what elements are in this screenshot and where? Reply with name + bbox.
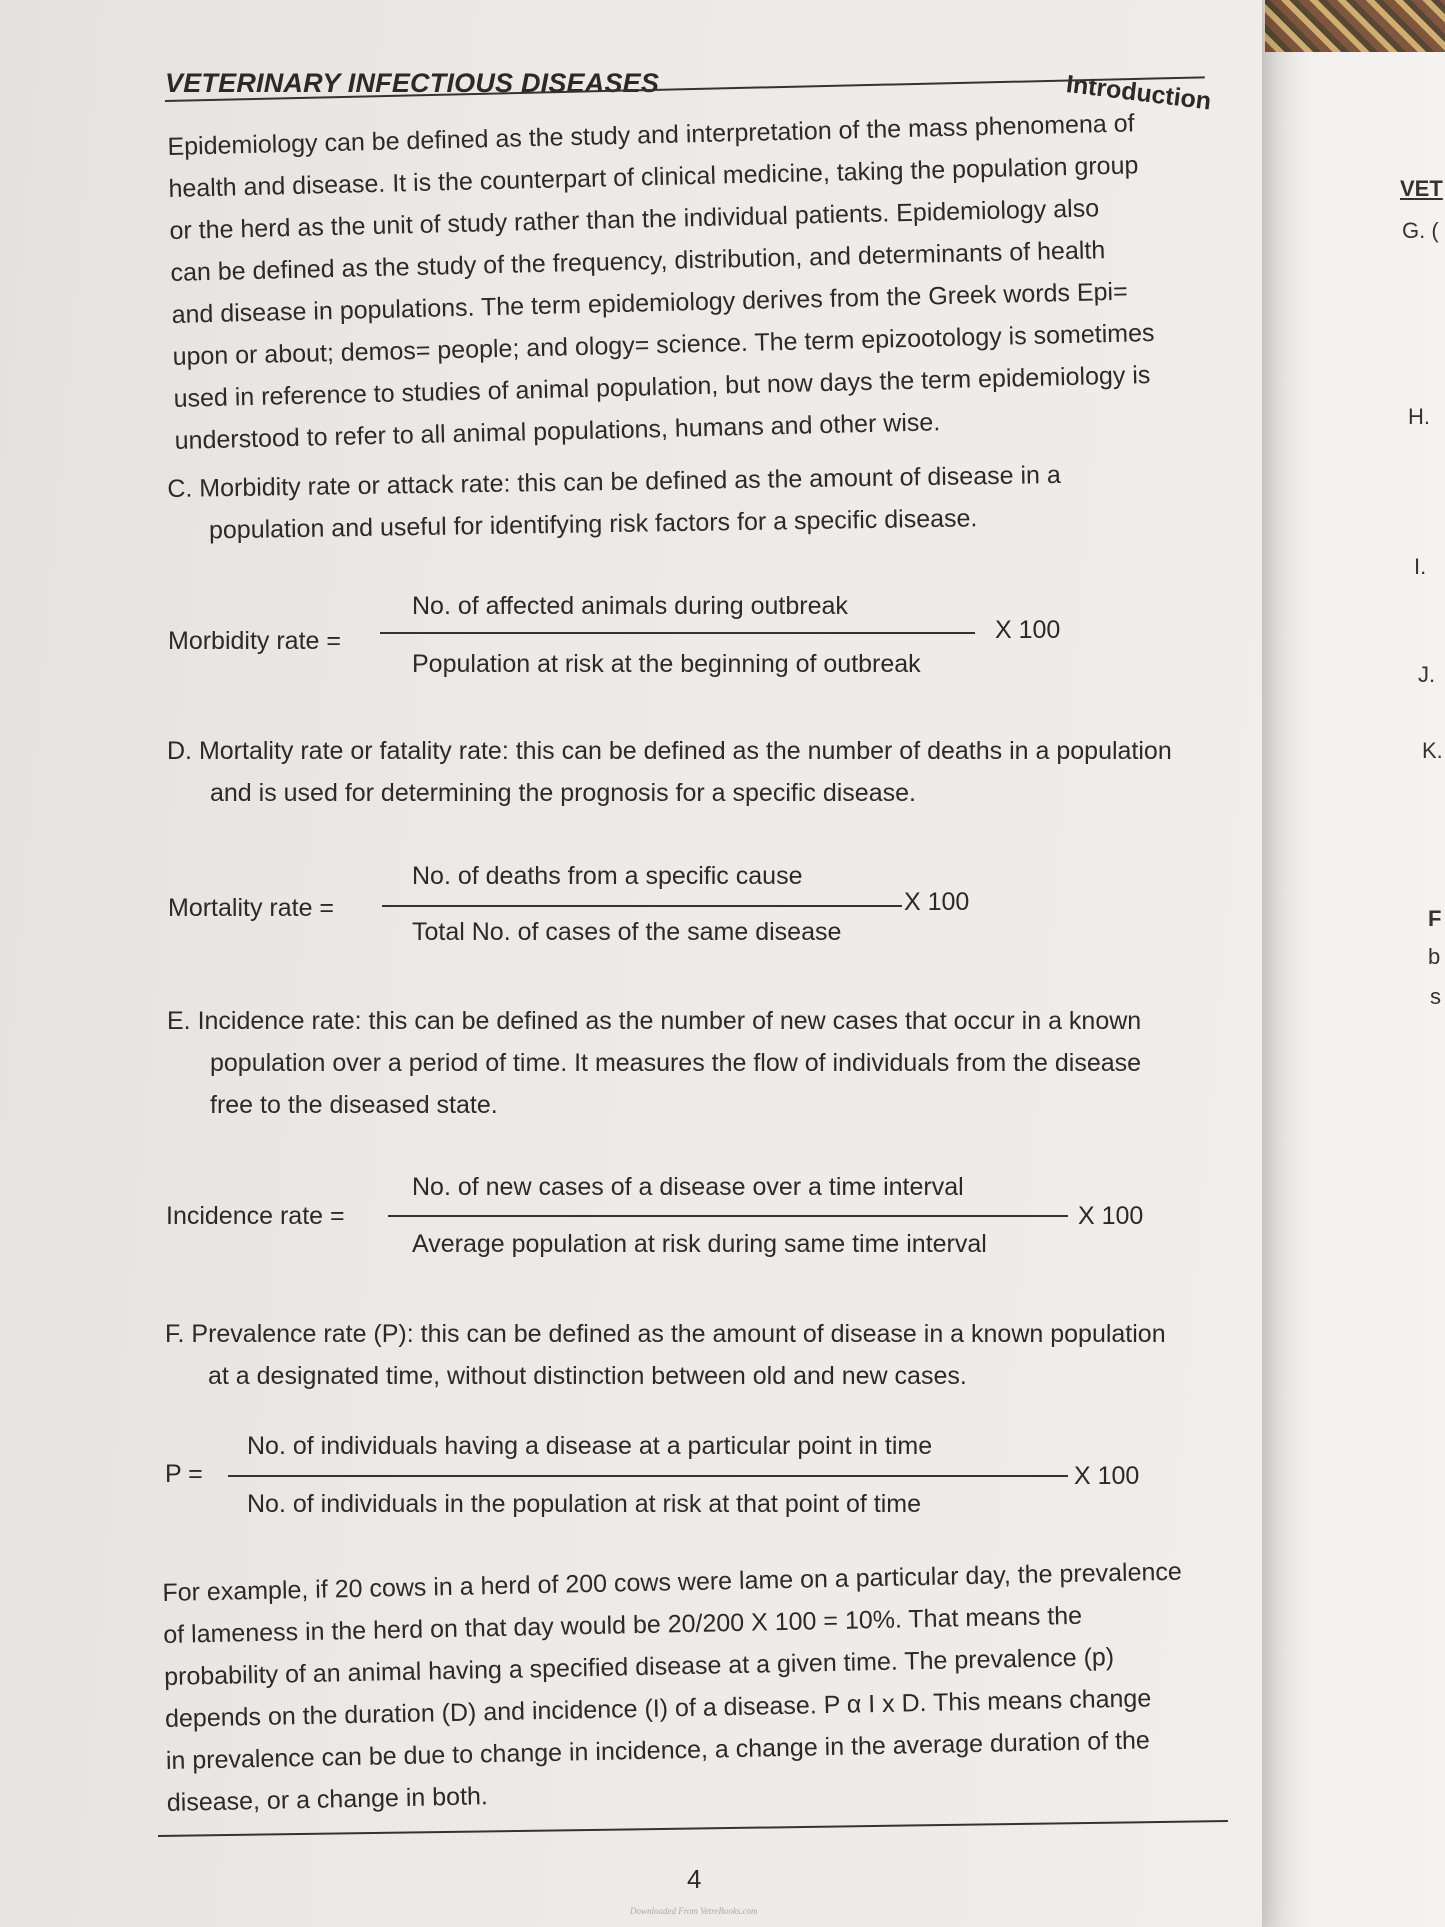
- text-line: upon or about; demos= people; and ology= science. The term epizootology is sometimes: [172, 318, 1155, 371]
- watermark-text: Downloaded From VetreBooks.com: [630, 1906, 758, 1916]
- text-line: D. Mortality rate or fatality rate: this can be defined as the number of deaths in a population: [167, 737, 1172, 765]
- fraction-bar: [382, 905, 902, 907]
- text-line: used in reference to studies of animal population, but now days the term epidemiology is: [173, 361, 1151, 413]
- page-number: 4: [687, 1864, 702, 1894]
- example-paragraph: [162, 1551, 1187, 1824]
- formula-denominator: Average population at risk during same time interval: [412, 1230, 987, 1258]
- formula-label: Morbidity rate =: [168, 627, 341, 655]
- formula-multiplier: X 100: [904, 888, 970, 916]
- formula-denominator: Total No. of cases of the same disease: [412, 918, 842, 946]
- text-line: of lameness in the herd on that day would be 20/200 X 100 = 10%. That means the: [163, 1601, 1083, 1649]
- formula-denominator: No. of individuals in the population at risk at that point of time: [247, 1490, 921, 1518]
- formula-numerator: No. of individuals having a disease at a particular point in time: [247, 1432, 933, 1460]
- next-page-marker: s: [1430, 984, 1441, 1009]
- formula-multiplier: X 100: [1078, 1202, 1144, 1230]
- next-page: [1262, 0, 1445, 1927]
- item-c-morbidity: [167, 454, 1062, 552]
- formula-multiplier: X 100: [995, 616, 1061, 644]
- next-page-marker: I.: [1414, 554, 1427, 579]
- item-e-incidence: [167, 1000, 1141, 1126]
- next-page-header: VET: [1400, 176, 1443, 201]
- formula-numerator: No. of new cases of a disease over a time interval: [412, 1173, 964, 1201]
- formula-numerator: No. of affected animals during outbreak: [412, 592, 848, 620]
- background-carpet: [1265, 0, 1445, 52]
- next-page-marker: J.: [1418, 662, 1436, 687]
- text-line: F. Prevalence rate (P): this can be defined as the amount of disease in a known population: [165, 1320, 1166, 1348]
- fraction-bar: [228, 1475, 1068, 1477]
- next-page-marker: F: [1428, 906, 1442, 931]
- next-page-marker: K.: [1422, 738, 1443, 763]
- item-f-prevalence: [165, 1313, 1166, 1397]
- text-line: health and disease. It is the counterpart of clinical medicine, taking the population group: [168, 151, 1139, 203]
- text-line: in prevalence can be due to change in incidence, a change in the average duration of the: [165, 1726, 1151, 1775]
- text-line: population over a period of time. It measures the flow of individuals from the disease: [210, 1049, 1142, 1077]
- text-line: For example, if 20 cows in a herd of 200 cows were lame on a particular day, the prevalence: [162, 1557, 1183, 1607]
- formula-numerator: No. of deaths from a specific cause: [412, 862, 803, 890]
- text-line: population and useful for identifying risk factors for a specific disease.: [208, 504, 978, 545]
- text-line: E. Incidence rate: this can be defined as the number of new cases that occur in a known: [167, 1007, 1142, 1035]
- text-line: C. Morbidity rate or attack rate: this can be defined as the amount of disease in a: [167, 460, 1061, 503]
- text-line: depends on the duration (D) and incidence (I) of a disease. P α I x D. This means change: [164, 1684, 1152, 1733]
- item-d-mortality: [167, 730, 1172, 814]
- next-page-marker: G. (: [1402, 218, 1439, 243]
- formula-label: Incidence rate =: [166, 1202, 345, 1230]
- text-line: or the herd as the unit of study rather than the individual patients. Epidemiology also: [169, 194, 1100, 245]
- running-header-title: VETERINARY INFECTIOUS DISEASES: [165, 68, 660, 98]
- next-page-marker: H.: [1408, 404, 1430, 429]
- formula-multiplier: X 100: [1074, 1462, 1140, 1490]
- intro-paragraph: [167, 102, 1157, 462]
- text-line: disease, or a change in both.: [166, 1782, 489, 1817]
- running-header-section: Introduction: [1064, 70, 1213, 116]
- text-line: and disease in populations. The term epidemiology derives from the Greek words Epi=: [171, 277, 1128, 329]
- formula-label: P =: [165, 1460, 203, 1488]
- next-page-marker: b: [1428, 944, 1441, 969]
- footer-rule: [158, 1820, 1228, 1837]
- formula-label: Mortality rate =: [168, 894, 335, 922]
- fraction-bar: [388, 1215, 1068, 1217]
- text-line: Epidemiology can be defined as the study and interpretation of the mass phenomena of: [167, 109, 1135, 161]
- text-line: can be defined as the study of the frequency, distribution, and determinants of health: [170, 236, 1106, 287]
- formula-denominator: Population at risk at the beginning of outbreak: [412, 650, 921, 678]
- fraction-bar: [380, 632, 975, 634]
- text-line: and is used for determining the prognosis for a specific disease.: [210, 779, 916, 807]
- text-line: probability of an animal having a specified disease at a given time. The prevalence (p): [163, 1643, 1115, 1691]
- text-line: understood to refer to all animal populations, humans and other wise.: [174, 408, 941, 455]
- text-line: at a designated time, without distinction between old and new cases.: [208, 1362, 967, 1390]
- text-line: free to the diseased state.: [210, 1091, 498, 1119]
